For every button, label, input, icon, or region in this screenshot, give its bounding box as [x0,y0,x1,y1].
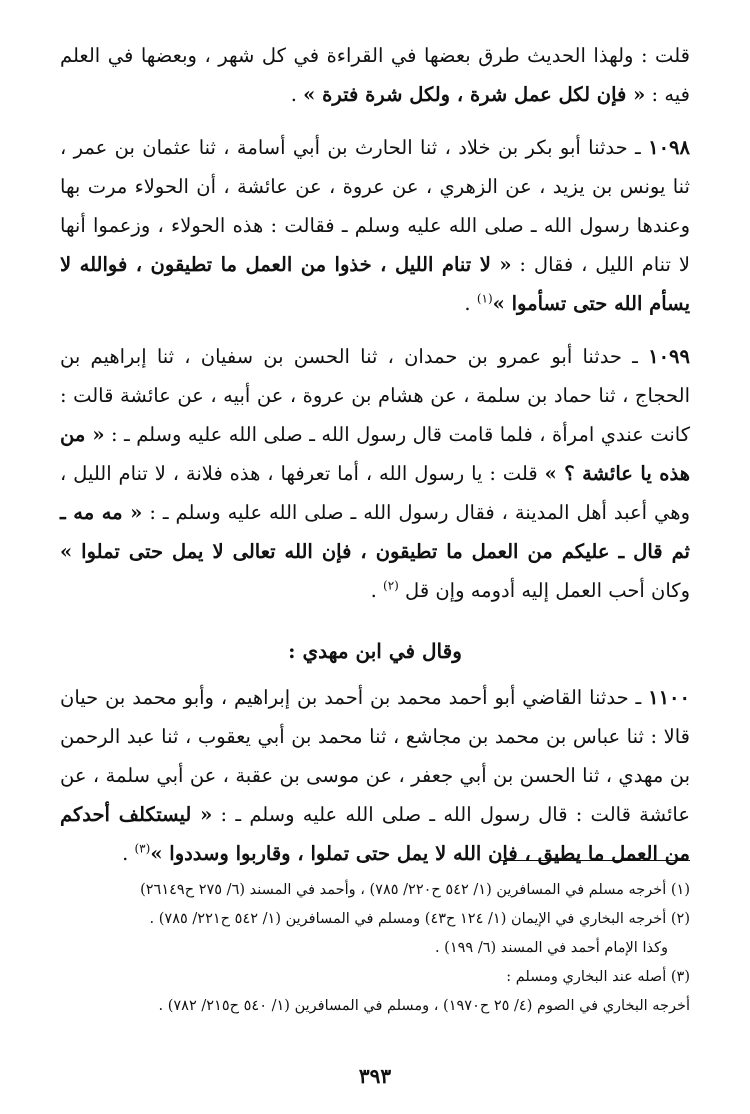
hadith-quote: « مه مه ـ ثم قال ـ عليكم من العمل ما تطيقون ، فإن الله تعالى لا يمل حتى تملوا » [60,501,690,563]
hadith-1100 [60,678,690,873]
footnote-2-cont: وكذا الإمام أحمد في المسند (٦/ ١٩٩) . [434,940,668,956]
hadith-number: ١٠٩٩ [648,345,690,368]
hadith-quote: « ليستكلف أحدكم من العمل ما يطيق ، فإن الله لا يمل حتى تملوا ، وقاربوا وسددوا » [60,803,690,865]
hadith-quote: « من هذه يا عائشة ؟ » [60,423,690,485]
hadith-text: ـ حدثنا القاضي أبو أحمد محمد بن أحمد بن إبراهيم ، وأبو محمد بن حيان قالا : ثنا عباس بن محمد بن مجاشع ، ثنا محمد بن أبي يعقوب ، ثنا عبد الرحمن بن مهدي ، ثنا الحسن بن أبي جعفر ، عن موسى بن عقبة ، عن أبي سلمة ، عن عائشة قالت : قال رسول الله ـ صلى الله عليه وسلم ـ : [60,686,690,826]
footnote-divider [500,860,690,861]
hadith-end: . [464,292,477,315]
footnote-3-cont: أخرجه البخاري في الصوم (٤/ ٢٥ ح١٩٧٠) ، ومسلم في المسافرين (١/ ٥٤٠ ح٢١٥/ ٧٨٢) . [158,998,690,1014]
section-heading: وقال في ابن مهدي : [288,639,462,663]
footnote-1: (١) أخرجه مسلم في المسافرين (١/ ٥٤٢ ح٢٢٠/ ٧٨٥) ، وأحمد في المسند (٦/ ٢٧٥ ح٢٦١٤٩) [140,882,690,898]
hadith-1098 [60,128,690,323]
hadith-1099 [60,337,690,610]
hadith-quote: « لا تنام الليل ، خذوا من العمل ما تطيقون ، فوالله لا يسأم الله حتى تسأموا » [60,253,690,315]
intro-paragraph [60,36,690,114]
intro-quote: « فإن لكل عمل شرة ، ولكل شرة فترة » [303,83,646,106]
footnote-ref: (٣) [134,841,151,856]
hadith-text: ـ حدثنا أبو بكر بن خلاد ، ثنا الحارث بن أبي أسامة ، ثنا عثمان بن عمر ، ثنا يونس بن يزيد ، عن الزهري ، عن عروة ، عن عائشة ، أن الحولاء مرت بها وعندها رسول الله ـ صلى الله عليه وسلم ـ فقالت : هذه الحولاء ، وزعموا أنها لا تنام الليل ، فقال : [60,136,690,276]
footnote-ref: (٢) [383,578,399,593]
hadith-text: قلت : يا رسول الله ، أما تعرفها ، هذه فلانة ، لا تنام الليل ، وهي أعبد أهل المدينة ، فقال رسول الله ـ صلى الله عليه وسلم ـ : [60,462,690,524]
hadith-end: . [370,579,384,602]
hadith-text: وكان أحب العمل إليه أدومه وإن قل [398,579,690,602]
footnote-3: (٣) أصله عند البخاري ومسلم : [506,969,690,985]
intro-end: . [290,83,304,106]
hadith-end: . [122,842,135,865]
hadith-text: ـ حدثنا أبو عمرو بن حمدان ، ثنا الحسن بن سفيان ، ثنا إبراهيم بن الحجاج ، ثنا حماد بن سلمة ، عن هشام بن عروة ، عن أبيه ، عن عائشة قالت : كانت عندي امرأة ، فلما قامت قال رسول الله ـ صلى الله عليه وسلم ـ : [60,345,690,446]
intro-text: قلت : ولهذا الحديث طرق بعضها في القراءة في كل شهر ، وبعضها في العلم فيه : [60,44,690,106]
hadith-number: ١٠٩٨ [648,136,690,159]
footnote-ref: (١) [476,291,493,306]
footnotes [60,876,690,1021]
footnote-2: (٢) أخرجه البخاري في الإيمان (١/ ١٢٤ ح٤٣) ومسلم في المسافرين (١/ ٥٤٢ ح٢٢١/ ٧٨٥) . [149,911,690,927]
hadith-number: ١١٠٠ [648,686,690,709]
page-number: ٣٩٣ [358,1064,392,1088]
